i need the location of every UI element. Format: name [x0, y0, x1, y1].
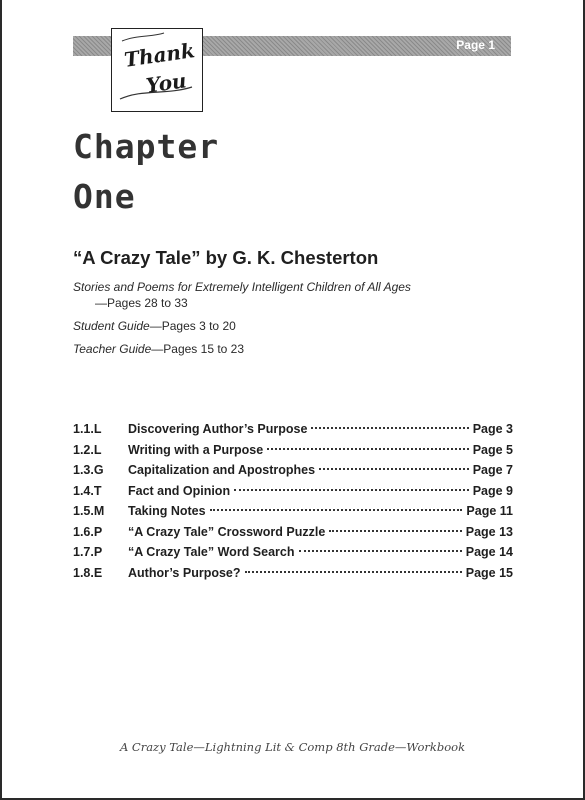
toc-code: 1.2.L — [73, 442, 102, 457]
toc-page: Page 11 — [466, 504, 513, 518]
table-of-contents — [73, 419, 513, 583]
toc-code: 1.1.L — [73, 422, 102, 436]
dot-leader — [245, 571, 462, 573]
dot-leader — [319, 468, 469, 470]
toc-row — [73, 501, 513, 522]
toc-page: Page 3 — [472, 422, 513, 436]
toc-title: “A Crazy Tale” Word Search — [128, 545, 295, 559]
teacher-guide-pages: —Pages 15 to 23 — [151, 342, 245, 356]
dot-leader — [329, 530, 461, 532]
toc-page: Page 13 — [465, 524, 513, 539]
toc-page: Page 15 — [465, 565, 513, 580]
logo-word-thank: Thank — [122, 38, 197, 72]
dot-leader — [210, 509, 463, 511]
toc-row — [73, 522, 513, 543]
toc-row — [73, 460, 513, 481]
toc-title: Taking Notes — [128, 504, 206, 518]
toc-title: Writing with a Purpose — [128, 442, 264, 457]
chapter-heading — [73, 122, 219, 222]
toc-code: 1.5.M — [73, 504, 105, 518]
toc-code: 1.8.E — [73, 565, 103, 580]
story-title: “A Crazy Tale” by G. K. Chesterton — [73, 247, 379, 268]
toc-code: 1.7.P — [73, 545, 103, 559]
toc-row — [73, 542, 513, 563]
student-guide-pages: —Pages 3 to 20 — [149, 319, 236, 333]
toc-title: Capitalization and Apostrophes — [128, 463, 316, 477]
page-number-label: Page 1 — [456, 38, 495, 52]
dot-leader — [234, 489, 469, 491]
toc-code: 1.4.T — [73, 483, 102, 498]
toc-code: 1.6.P — [73, 524, 103, 539]
toc-row — [73, 563, 513, 584]
toc-row — [73, 419, 513, 440]
toc-page: Page 9 — [472, 483, 513, 498]
toc-title: Discovering Author’s Purpose — [128, 422, 308, 436]
book-title: Stories and Poems for Extremely Intelligent Children of All Ages — [73, 280, 411, 294]
page-footer: A Crazy Tale—Lightning Lit & Comp 8th Grade—Workbook — [119, 740, 466, 754]
teacher-guide-label: Teacher Guide — [73, 342, 152, 356]
dot-leader — [311, 427, 468, 429]
book-pages: —Pages 28 to 33 — [95, 296, 188, 310]
reading-references — [73, 279, 411, 357]
toc-title: Fact and Opinion — [128, 483, 231, 498]
toc-row — [73, 440, 513, 461]
toc-title: “A Crazy Tale” Crossword Puzzle — [128, 524, 326, 539]
dot-leader — [267, 448, 468, 450]
chapter-heading-line2: One — [73, 177, 136, 216]
toc-title: Author’s Purpose? — [128, 565, 241, 580]
student-guide-label: Student Guide — [73, 319, 150, 333]
toc-page: Page 5 — [472, 442, 513, 457]
thank-you-logo — [111, 28, 203, 112]
toc-page: Page 14 — [465, 545, 513, 559]
chapter-heading-line1: Chapter — [73, 127, 220, 166]
toc-row — [73, 481, 513, 502]
toc-page: Page 7 — [472, 463, 513, 477]
logo-word-you: You — [144, 68, 188, 98]
dot-leader — [299, 550, 462, 552]
toc-code: 1.3.G — [73, 463, 104, 477]
